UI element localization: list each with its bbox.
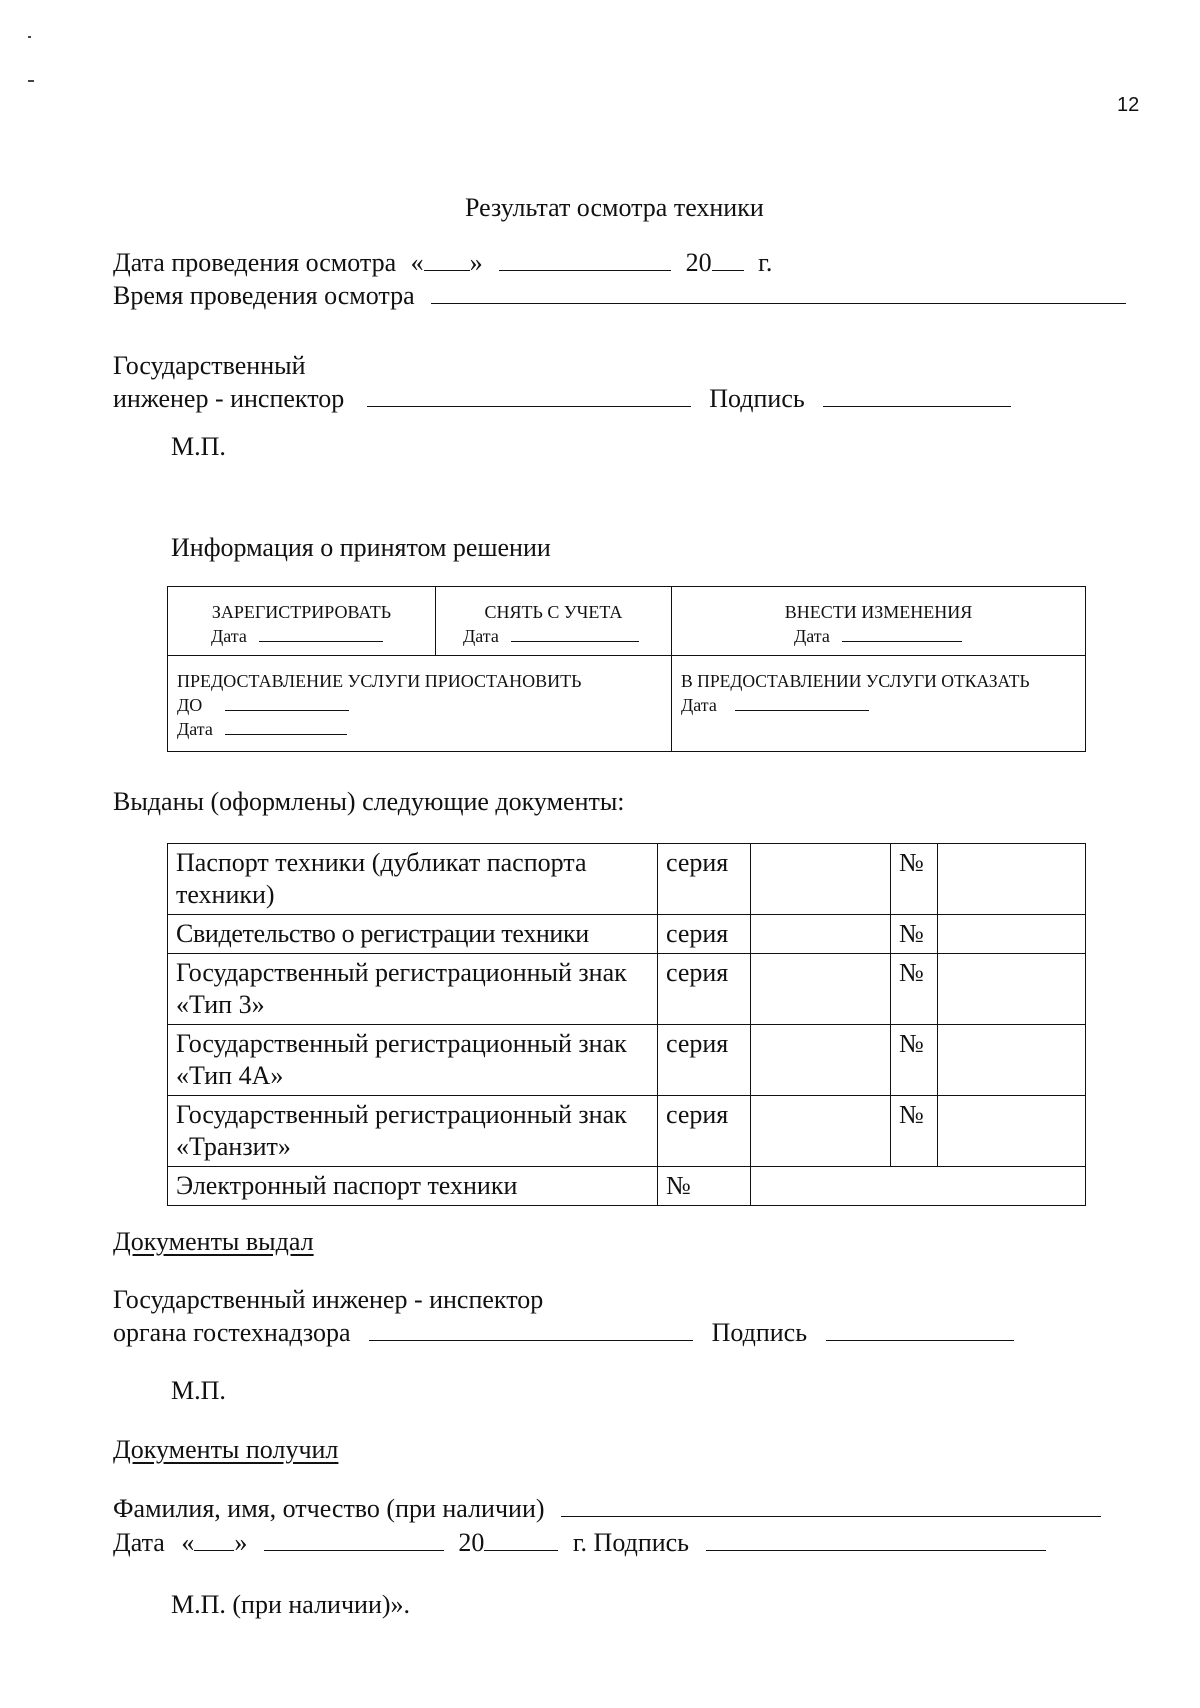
number-field[interactable]: [938, 844, 1086, 915]
register-date-field[interactable]: [259, 625, 383, 642]
quote-open: «: [181, 1528, 195, 1557]
documents-heading: Выданы (оформлены) следующие документы:: [113, 787, 625, 816]
decision-deregister-cell[interactable]: [436, 587, 672, 656]
refuse-date-field[interactable]: [735, 694, 869, 711]
deregister-date-row: [436, 624, 671, 648]
series-field[interactable]: [751, 954, 891, 1025]
date-label: Дата: [177, 719, 213, 739]
number-label: №: [891, 954, 938, 1025]
suspend-date-field[interactable]: [225, 718, 347, 735]
stamp-mark: М.П.: [171, 1376, 226, 1405]
date-label: Дата: [681, 695, 717, 715]
signature-label: Подпись: [711, 1318, 808, 1347]
quote-open: «: [410, 248, 424, 277]
received-heading: Документы получил: [113, 1435, 339, 1464]
received-day-field[interactable]: [194, 1528, 234, 1551]
table-row: [168, 1025, 1086, 1096]
table-row: [168, 954, 1086, 1025]
inspection-time-label: Время проведения осмотра: [113, 281, 415, 310]
page-title: Результат осмотра техники: [465, 193, 764, 222]
date-label: Дата: [113, 1528, 165, 1557]
refuse-label: В ПРЕДОСТАВЛЕНИИ УСЛУГИ ОТКАЗАТЬ: [681, 671, 1030, 691]
suspend-label: ПРЕДОСТАВЛЕНИЕ УСЛУГИ ПРИОСТАНОВИТЬ: [177, 671, 582, 691]
modify-date-row: [672, 624, 1085, 648]
year-field[interactable]: [712, 248, 744, 271]
date-label: Дата: [211, 626, 247, 646]
decision-suspend-cell[interactable]: [168, 656, 672, 752]
year-sign-label: г. Подпись: [572, 1528, 690, 1557]
decision-register-cell[interactable]: [168, 587, 436, 656]
register-date-row: [168, 624, 435, 648]
refuse-date-row: [681, 693, 1085, 717]
issued-row: [113, 1318, 1014, 1348]
number-field[interactable]: [938, 1025, 1086, 1096]
inspector-label-line1: Государственный: [113, 351, 306, 380]
series-label: серия: [658, 1025, 751, 1096]
issued-line1: Государственный инженер - инспектор: [113, 1285, 544, 1314]
received-fio-row: [113, 1494, 1101, 1524]
number-field[interactable]: [938, 915, 1086, 954]
document-name: Государственный регистрационный знак «Тип 4А»: [168, 1025, 658, 1096]
time-field[interactable]: [431, 281, 1126, 304]
received-date-row: [113, 1528, 1046, 1558]
suspend-until-row: [177, 693, 671, 717]
issued-signature-field[interactable]: [826, 1318, 1014, 1341]
until-label: ДО: [177, 695, 203, 715]
suspend-date-row: [177, 717, 671, 741]
scan-mark: [28, 80, 34, 82]
series-label: серия: [658, 1096, 751, 1167]
page-number: 12: [1117, 94, 1140, 116]
series-label: серия: [658, 954, 751, 1025]
signature-field[interactable]: [823, 384, 1011, 407]
number-label: №: [891, 915, 938, 954]
number-field[interactable]: [938, 1096, 1086, 1167]
issued-line2: органа гостехнадзора: [113, 1318, 351, 1347]
fio-field[interactable]: [561, 1494, 1101, 1517]
quote-close: »: [234, 1528, 248, 1557]
signature-label: Подпись: [709, 384, 805, 413]
month-field[interactable]: [499, 248, 671, 271]
year-prefix: 20: [458, 1528, 485, 1557]
inspection-date-label: Дата проведения осмотра: [113, 248, 397, 277]
day-field[interactable]: [424, 248, 470, 271]
series-label: серия: [658, 844, 751, 915]
date-label: Дата: [794, 626, 830, 646]
series-field[interactable]: [751, 915, 891, 954]
year-prefix: 20: [685, 248, 712, 277]
received-year-field[interactable]: [484, 1528, 558, 1551]
deregister-date-field[interactable]: [511, 625, 639, 642]
modify-label: ВНЕСТИ ИЗМЕНЕНИЯ: [784, 602, 973, 622]
issued-heading: Документы выдал: [113, 1227, 314, 1256]
stamp-mark: М.П. (при наличии)».: [171, 1590, 411, 1619]
modify-date-field[interactable]: [842, 625, 962, 642]
series-field[interactable]: [751, 1096, 891, 1167]
decision-modify-cell[interactable]: [672, 587, 1086, 656]
scan-mark: [28, 36, 31, 38]
number-label: №: [891, 1096, 938, 1167]
quote-close: »: [469, 248, 483, 277]
number-label: №: [891, 1025, 938, 1096]
decision-heading: Информация о принятом решении: [171, 533, 551, 562]
inspection-time-row: [113, 281, 1126, 311]
received-signature-field[interactable]: [706, 1528, 1046, 1551]
number-field[interactable]: [938, 954, 1086, 1025]
table-row: [168, 1096, 1086, 1167]
series-field[interactable]: [751, 1025, 891, 1096]
series-label: серия: [658, 915, 751, 954]
inspector-row: [113, 384, 1011, 414]
inspector-name-field[interactable]: [367, 384, 691, 407]
number-label: №: [658, 1167, 751, 1206]
inspector-label-line2: инженер - инспектор: [113, 384, 345, 413]
stamp-mark: М.П.: [171, 432, 226, 461]
document-name: Электронный паспорт техники: [168, 1167, 658, 1206]
decision-refuse-cell[interactable]: [672, 656, 1086, 752]
decision-table: [167, 586, 1086, 752]
document-name: Паспорт техники (дубликат паспорта техники): [168, 844, 658, 915]
inspection-date-row: [113, 248, 772, 278]
number-field[interactable]: [751, 1167, 1086, 1206]
year-suffix: г.: [758, 248, 773, 277]
number-label: №: [891, 844, 938, 915]
table-row: [168, 844, 1086, 915]
table-row: [168, 1167, 1086, 1206]
document-name: Государственный регистрационный знак «Тип 3»: [168, 954, 658, 1025]
documents-table: [167, 843, 1086, 1206]
suspend-until-field[interactable]: [225, 694, 349, 711]
fio-label: Фамилия, имя, отчество (при наличии): [113, 1494, 545, 1523]
document-name: Государственный регистрационный знак «Транзит»: [168, 1096, 658, 1167]
issued-name-field[interactable]: [369, 1318, 693, 1341]
deregister-label: СНЯТЬ С УЧЕТА: [484, 602, 623, 622]
table-row: [168, 915, 1086, 954]
series-field[interactable]: [751, 844, 891, 915]
received-month-field[interactable]: [264, 1528, 444, 1551]
document-name: Свидетельство о регистрации техники: [168, 915, 658, 954]
date-label: Дата: [463, 626, 499, 646]
register-label: ЗАРЕГИСТРИРОВАТЬ: [211, 602, 392, 622]
